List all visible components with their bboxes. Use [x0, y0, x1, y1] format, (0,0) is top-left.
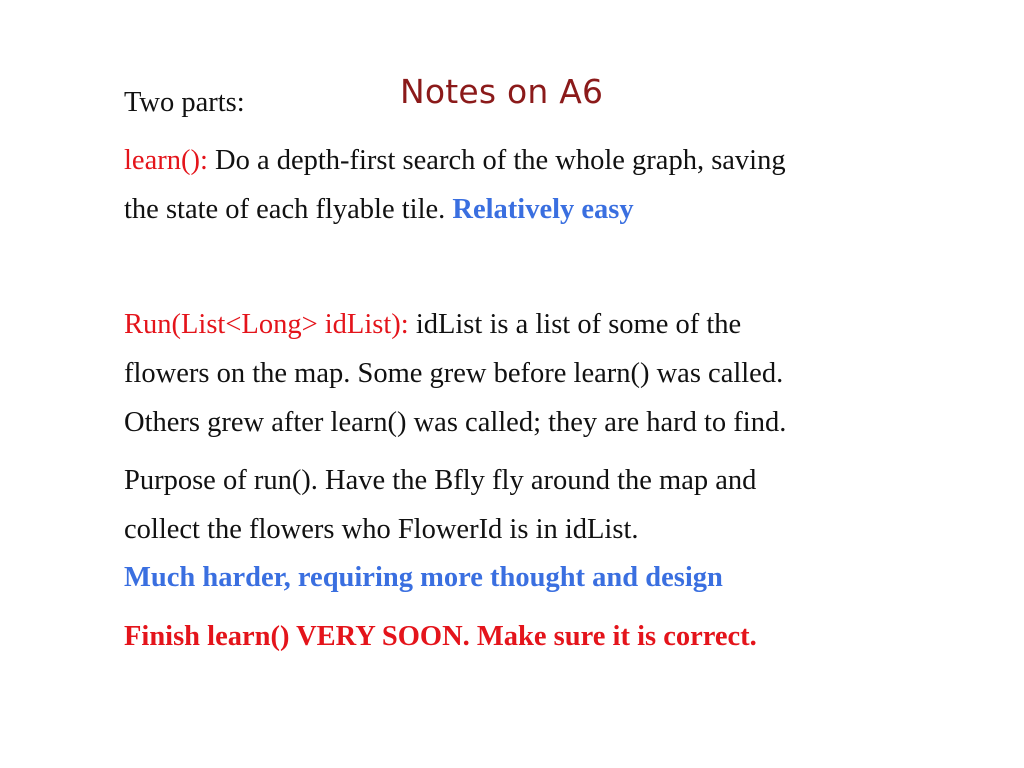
warning-text: Finish learn() VERY SOON. Make sure it is correct.: [124, 621, 757, 652]
learn-text-2: the state of each flyable tile.: [124, 194, 453, 225]
run-line-2: flowers on the map. Some grew before learn() was called.: [124, 358, 784, 389]
learn-line-2: [124, 185, 944, 234]
learn-text-1: Do a depth-first search of the whole graph, saving: [207, 145, 786, 176]
learn-line-1: [124, 136, 944, 185]
purpose-paragraph: [124, 456, 944, 602]
run-label: Run(List<Long> idList):: [124, 309, 409, 340]
purpose-line-1: Purpose of run(). Have the Bfly fly around the map and: [124, 465, 757, 496]
purpose-difficulty-note: Much harder, requiring more thought and design: [124, 562, 723, 593]
slide-title: Notes on A6: [400, 72, 604, 111]
learn-difficulty-note: Relatively easy: [452, 194, 634, 225]
run-paragraph: [124, 300, 944, 447]
warning-paragraph: [124, 612, 944, 661]
learn-label: learn():: [124, 145, 208, 176]
intro-line: Two parts:: [124, 87, 245, 118]
run-line-3: Others grew after learn() was called; they are hard to find.: [124, 407, 787, 438]
learn-paragraph: [124, 136, 944, 234]
run-text-1: idList is a list of some of the: [408, 309, 742, 340]
purpose-line-2: collect the flowers who FlowerId is in idList.: [124, 514, 639, 545]
run-line-1: [124, 300, 944, 349]
intro-text: [124, 78, 944, 127]
